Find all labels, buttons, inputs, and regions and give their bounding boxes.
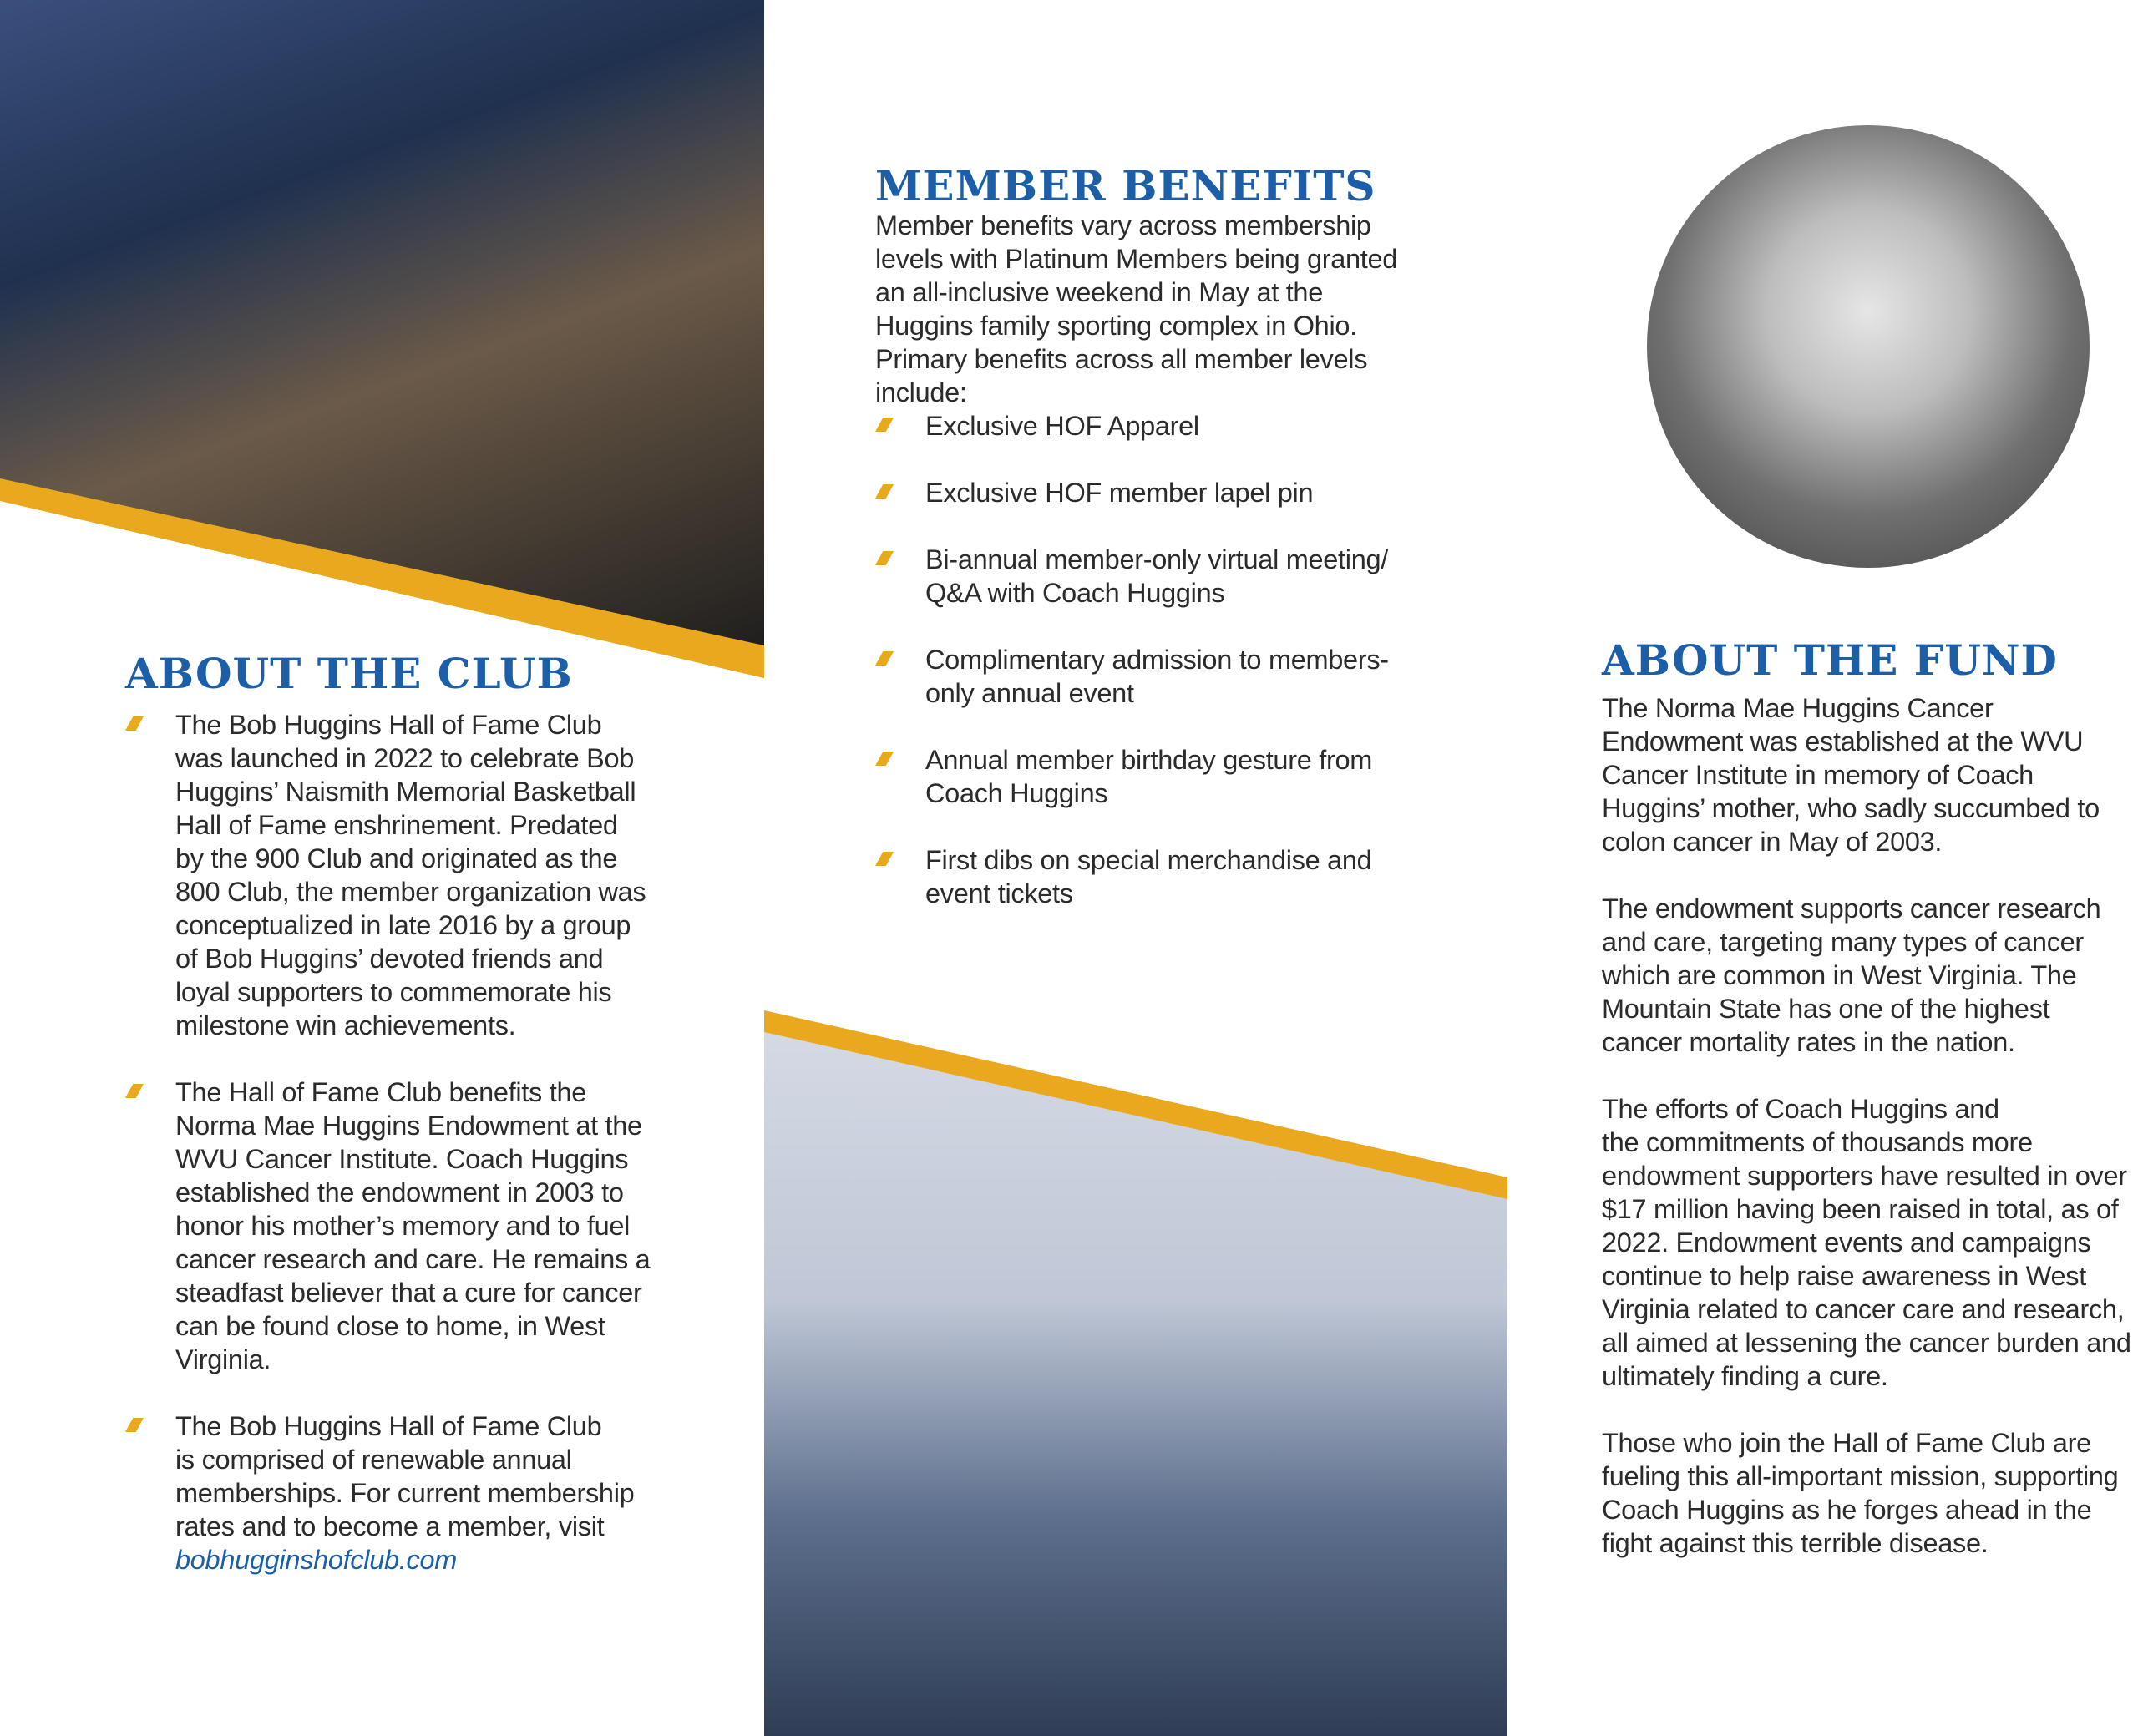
list-item [125,1410,660,1577]
list-item [875,843,1477,910]
bullet-icon [125,716,144,731]
about-club-section [125,649,660,1577]
bullet-icon [875,752,894,766]
club-paragraph: The Hall of Fame Club benefits the Norma Mae Huggins Endowment at the WVU Cancer Institute. Coach Huggins established the endowment in 2003 to honor his mother’s memory and to fuel cancer research and care. He remains a steadfast believer that a cure for cancer can be found close to home, in West Virginia. [175,1077,651,1374]
bullet-icon [875,551,894,565]
about-club-heading: ABOUT THE CLUB [125,649,573,698]
list-item [875,543,1477,610]
benefit-text: Annual member birthday gesture from Coach Huggins [925,745,1373,808]
bullet-icon [875,418,894,432]
member-benefits-intro: Member benefits vary across membership levels with Platinum Members being granted an all-inclusive weekend in May at the Huggins family sporting complex in Ohio. Primary benefits across all member levels include: [875,210,1398,407]
list-item [875,409,1477,443]
benefit-text: Bi-annual member-only virtual meeting/ Q&A with Coach Huggins [925,544,1388,608]
bullet-icon [125,1418,144,1432]
photo-norma-mae-portrait [1647,125,2090,568]
fund-paragraph: The endowment supports cancer research and care, targeting many types of cancer which are common in West Virginia. The Mountain State has one of the highest cancer mortality rates in the nation. [1602,893,2101,1057]
club-paragraph: The Bob Huggins Hall of Fame Club was launched in 2022 to celebrate Bob Huggins’ Naismith Memorial Basketball Hall of Fame enshrinement. Predated by the 900 Club and originated as the 800 Club, the member organization was conceptualized in late 2016 by a group of Bob Huggins’ devoted friends and loyal supporters to commemorate his milestone win achievements. [175,710,646,1040]
fund-paragraph: The efforts of Coach Huggins and the commitments of thousands more endowment supporters have resulted in over $17 million having been raised in total, as of 2022. Endowment events and campaigns continue to help raise awareness in West Virginia related to cancer care and research, all aimed at lessening the cancer burden and ultimately finding a cure. [1602,1094,2131,1391]
club-paragraph: The Bob Huggins Hall of Fame Club is comprised of renewable annual memberships. For current membership rates and to become a member, visit [175,1411,635,1541]
member-benefits-heading: MEMBER BENEFITS [875,161,1376,210]
list-item [125,1076,660,1376]
club-website-link[interactable]: bobhugginshofclub.com [175,1545,457,1575]
fund-paragraph: Those who join the Hall of Fame Club are fueling this all-important mission, supporting Coach Huggins as he forges ahead in the fight against this terrible disease. [1602,1428,2119,1558]
list-item [875,643,1477,710]
bullet-icon [125,1084,144,1098]
bullet-icon [875,651,894,666]
bullet-icon [875,852,894,866]
benefit-text: Exclusive HOF Apparel [925,411,1199,441]
about-fund-heading: ABOUT THE FUND [1602,635,2058,685]
benefit-text: Exclusive HOF member lapel pin [925,478,1314,508]
list-item [875,743,1477,810]
benefit-text: Complimentary admission to members- only annual event [925,645,1389,708]
benefit-text: First dibs on special merchandise and event tickets [925,845,1372,908]
list-item [875,476,1477,509]
about-fund-section [1602,635,2136,1560]
about-club-list [125,708,660,1577]
member-benefits-section [875,161,1477,910]
about-fund-body [1602,691,2136,1560]
fund-paragraph: The Norma Mae Huggins Cancer Endowment was established at the WVU Cancer Institute in memory of Coach Huggins’ mother, who sadly succumbed to colon cancer in May of 2003. [1602,693,2100,857]
member-benefits-list [875,409,1477,910]
photo-coach-hof-jersey [764,1010,1507,1736]
list-item [125,708,660,1042]
bullet-icon [875,484,894,499]
